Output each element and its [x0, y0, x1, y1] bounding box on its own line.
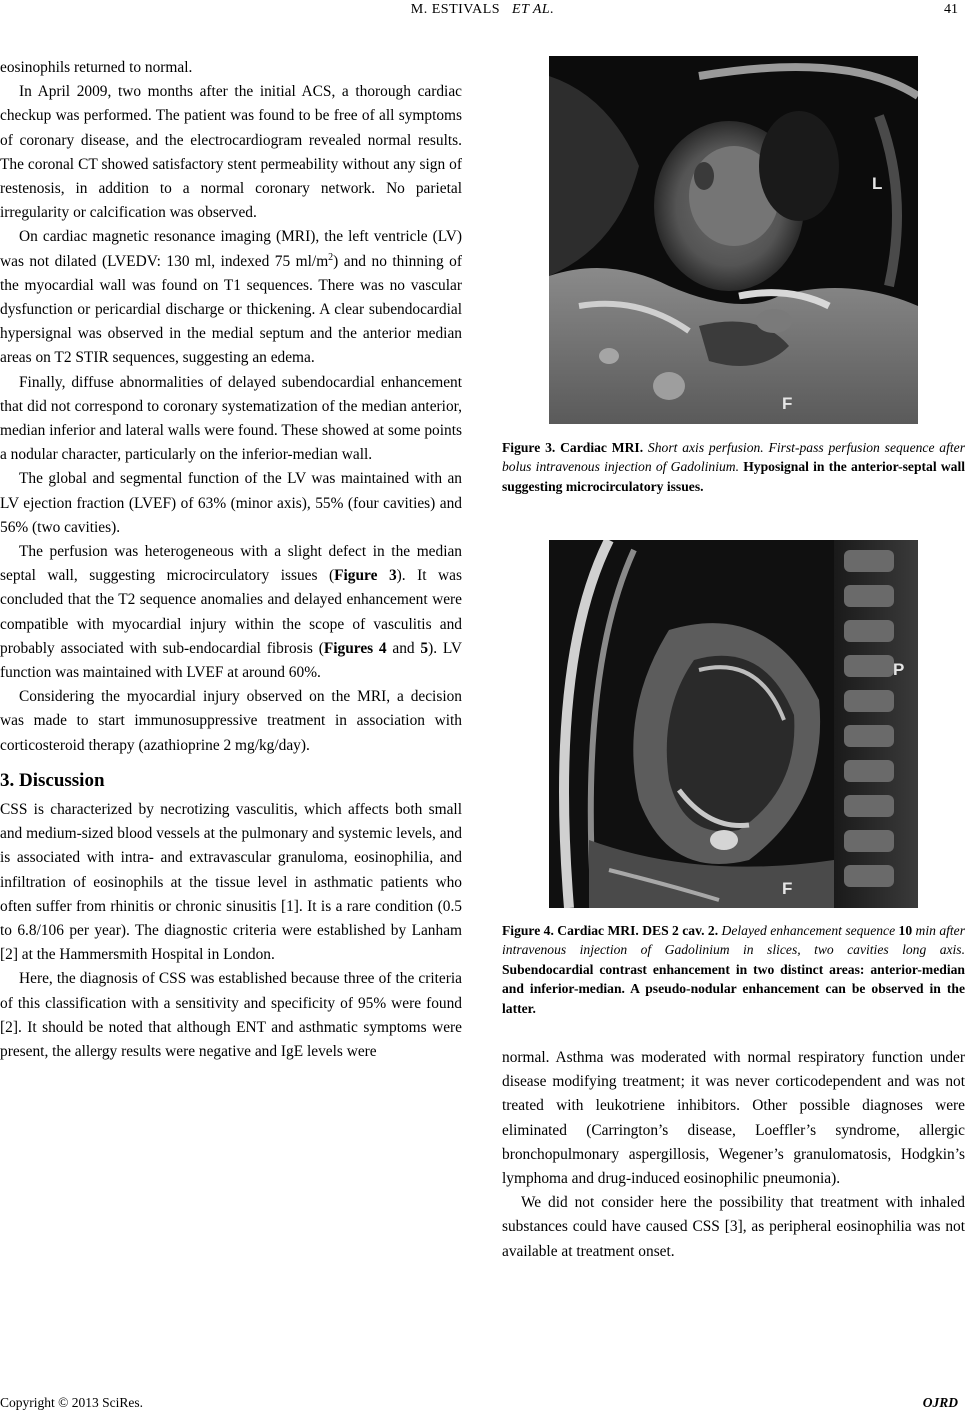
figure-4-caption-rest: Subendocardial contrast enhancement in two distinct areas: anterior-median and inferior-median. A pseudo-nodular enhancement can be observed in the latter.: [502, 961, 965, 1016]
paragraph-2: In April 2009, two months after the initial ACS, a thorough cardiac checkup was performed. The patient was found to be free of all symptoms of coronary disease, and the electrocardiogram revealed normal results. The coronal CT showed satisfactory stent permeability without any sign of restenosis, in addition to a normal coronary network. No parietal irregularity or calcification was observed.: [0, 83, 462, 222]
figure-3: [502, 56, 965, 494]
running-title-etal: ET AL.: [512, 2, 555, 17]
paragraph-3-a: On cardiac magnetic resonance imaging (MRI), the left ventricle (LV) was not dilated (LVEDV: 130 ml, indexed 75 ml/m: [0, 228, 462, 270]
right-paragraph-1: normal. Asthma was moderated with normal respiratory function under disease modifying treatment; it was never corticodependent and was not treated with leukotriene inhibitors. Other possible diagnoses were eliminated (Carrington’s disease, Loeffler’s syndrome, allergic bronchopulmonary aspergillosis, Wegener’s granulomatosis, Hodgkin’s lymphoma and drug-induced eosinophilic pneumonia).: [502, 1049, 965, 1188]
paragraph-3: [0, 225, 462, 370]
paragraph-3-b: ) and no thinning of the myocardial wall was found on T1 sequences. There was no vascular dysfunction or pericardial discharge or thickening. A clear subendocardial hypersignal was observed in the medial septum and the anterior median areas on T2 STIR sequences, suggesting an edema.: [0, 252, 462, 367]
figure-4-caption-italic-1: Delayed enhancement sequence: [721, 923, 896, 938]
running-title-author: M. ESTIVALS: [410, 2, 501, 17]
figure-4-label-P: P: [893, 660, 905, 679]
footer-copyright: Copyright © 2013 SciRes.: [0, 1395, 144, 1410]
superscript-2: 2: [328, 251, 334, 263]
conjunction-and: and: [386, 639, 421, 657]
figure-4-caption: [502, 921, 965, 1018]
figure-4-mri-image: [549, 540, 918, 908]
figure-3-caption: [502, 438, 965, 496]
paragraph-6: [0, 540, 462, 685]
right-column-text: [502, 1046, 965, 1264]
figure-3-label-F: F: [782, 394, 793, 413]
figure-5-reference[interactable]: 5: [420, 639, 429, 657]
paragraph-9: Here, the diagnosis of CSS was established because three of the criteria of this classification with a sensitivity and specificity of 95% were found [2]. It should be noted that although ENT and asthmatic symptoms were present, the allergy results were negative and IgE levels were: [0, 970, 462, 1060]
figures-4-reference[interactable]: Figures 4: [323, 639, 387, 657]
paragraph-4: Finally, diffuse abnormalities of delayed subendocardial enhancement that did not correspond to coronary systematization of the median anterior, median inferior and lateral walls were found. These showed at some points a nodular character, particularly on the inferior-median wall.: [0, 373, 462, 464]
footer-journal: OJRD: [922, 1395, 958, 1410]
figure-3-caption-italic: Short axis perfusion. First-pass perfusion sequence after bolus intravenous injection of Gadolinium.: [502, 440, 965, 475]
page-number: 41: [944, 2, 958, 17]
figure-4-caption-title: Figure 4. Cardiac MRI. DES 2 cav. 2.: [502, 923, 719, 938]
paragraph-5: The global and segmental function of the LV was maintained with an LV ejection fraction (LVEF) of 63% (minor axis), 55% (four cavities) and 56% (two cavities).: [0, 470, 462, 536]
right-paragraph-2: We did not consider here the possibility that treatment with inhaled substances could have caused CSS [3], as peripheral eosinophilia was not available at treatment onset.: [502, 1194, 965, 1260]
figure-4-caption-number: 10: [898, 923, 913, 938]
figure-4-mri-graphic: [549, 540, 918, 908]
paragraph-6-b: ). It was concluded that the T2 sequence anomalies and delayed enhancement were compatible with myocardial injury within the scope of vasculitis and probably associated with sub-endocardial fibrosis (: [0, 567, 462, 657]
figure-4-caption-italic-2: min after intravenous injection of Gadolinium in slices, two cavities long axis.: [502, 923, 965, 958]
figure-3-caption-rest: Hyposignal in the anterior-septal wall suggesting microcirculatory issues.: [502, 459, 965, 494]
figure-4-label-F: F: [782, 879, 793, 898]
figure-3-caption-title: Figure 3. Cardiac MRI.: [502, 440, 644, 455]
figure-3-mri-image: [549, 56, 918, 424]
left-column: [0, 56, 462, 1064]
figure-3-reference[interactable]: Figure 3: [334, 567, 397, 585]
section-heading-discussion: 3. Discussion: [0, 769, 105, 791]
running-title: [0, 2, 965, 18]
paragraph-6-a: The perfusion was heterogeneous with a slight defect in the median septal wall, suggesting microcirculatory issues (: [0, 543, 462, 585]
paragraph-6-c: ). LV function was maintained with LVEF at around 60%.: [0, 639, 462, 682]
paragraph-7: Considering the myocardial injury observed on the MRI, a decision was made to start immunosuppressive treatment in association with corticosteroid therapy (azathioprine 2 mg/kg/day).: [0, 688, 462, 754]
right-column: [502, 56, 965, 1260]
figure-3-mri-graphic: [549, 56, 918, 424]
paragraph-1: eosinophils returned to normal.: [0, 59, 193, 76]
running-header: [0, 2, 965, 22]
paragraph-8: CSS is characterized by necrotizing vasculitis, which affects both small and medium-sized blood vessels at the pulmonary and systemic levels, and is associated with intra- and extravascular granuloma, eosinophilia, and infiltration of eosinophils at the tissue level in asthmatic patients who often suffer from rhinitis or chronic sinusitis [1]. It is a rare condition (0.5 to 6.8/106 per year). The diagnostic criteria were established by Lanham [2] at the Hammersmith Hospital in London.: [0, 800, 462, 964]
figure-3-label-L: L: [872, 174, 883, 193]
